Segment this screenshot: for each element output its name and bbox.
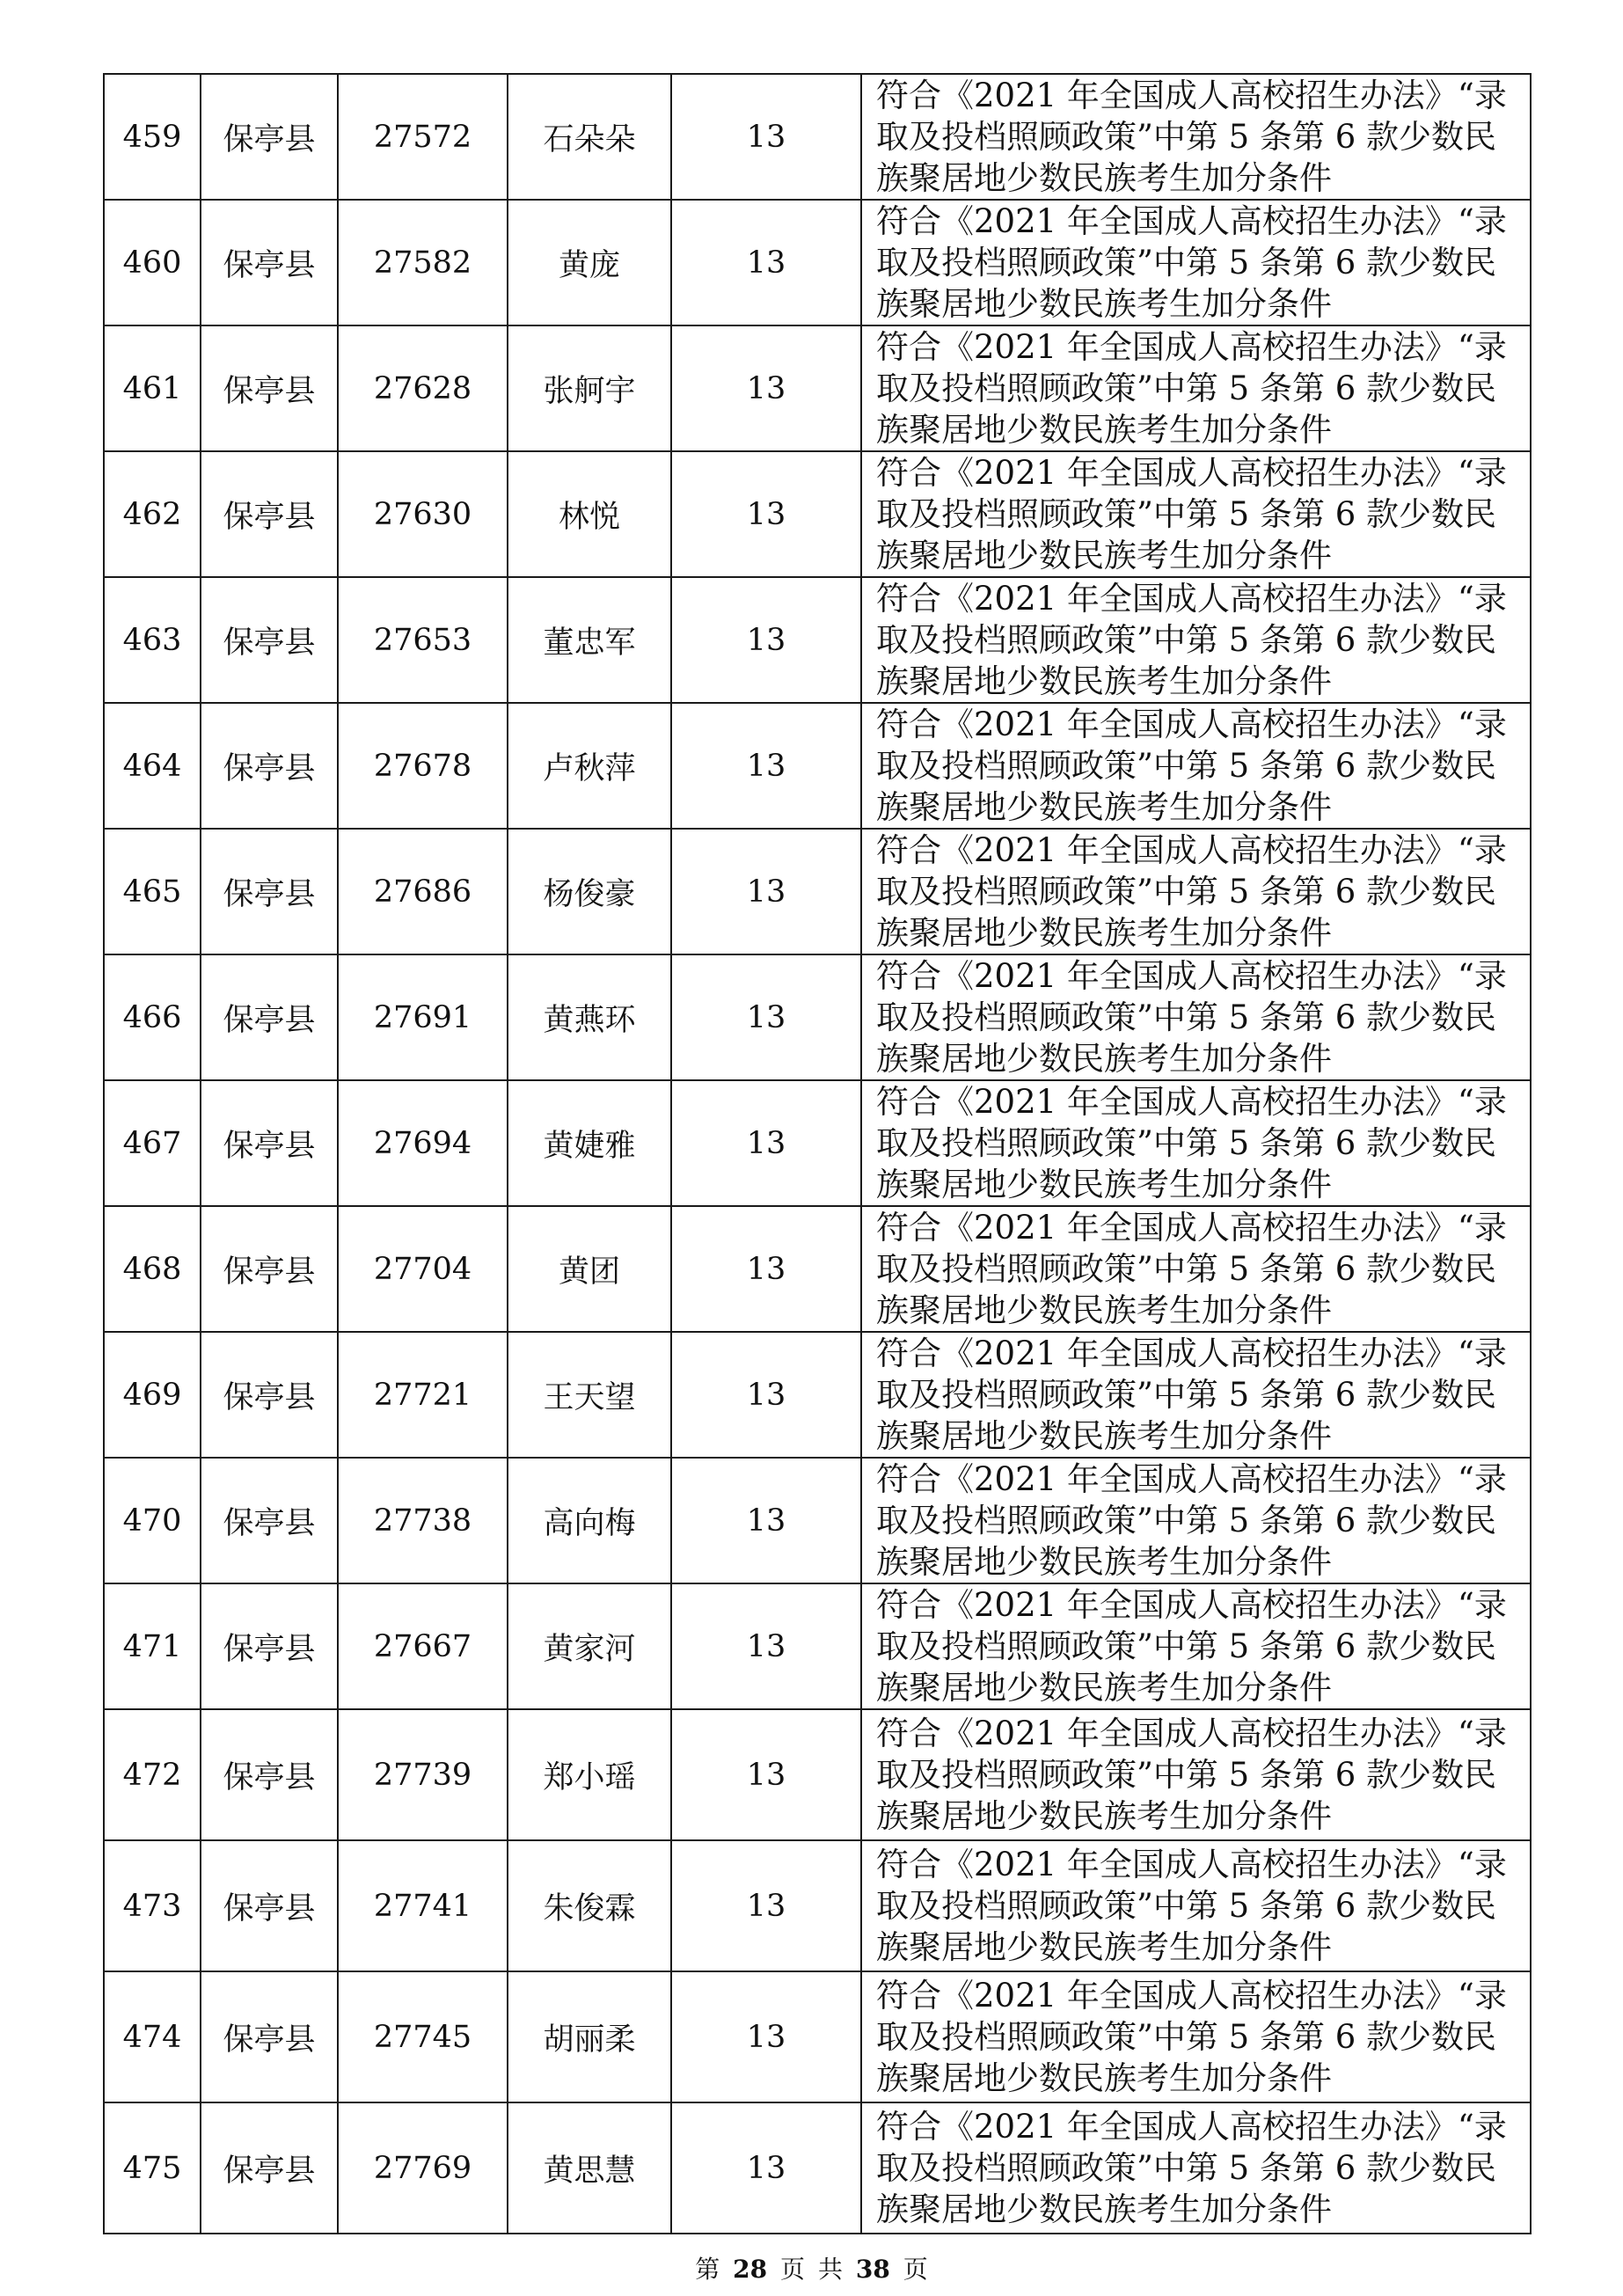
cell-county: 保亭县 xyxy=(201,1709,338,1840)
cell-name: 杨俊豪 xyxy=(508,829,671,954)
table-row xyxy=(104,200,1531,325)
cell-county: 保亭县 xyxy=(201,1458,338,1583)
table-row xyxy=(104,1080,1531,1206)
table-row xyxy=(104,325,1531,451)
cell-score: 13 xyxy=(671,200,861,325)
cell-score: 13 xyxy=(671,1583,861,1709)
cell-score: 13 xyxy=(671,1971,861,2102)
cell-reason: 符合《2021 年全国成人高校招生办法》“录取及投档照顾政策”中第 5 条第 6 款少数民族聚居地少数民族考生加分条件 xyxy=(861,577,1531,703)
cell-score: 13 xyxy=(671,451,861,577)
footer-total-pages: 38 xyxy=(855,2255,890,2284)
cell-score: 13 xyxy=(671,1206,861,1332)
footer-suffix: 页 xyxy=(903,2255,928,2284)
cell-code: 27653 xyxy=(338,577,508,703)
footer-prefix: 第 xyxy=(695,2255,720,2284)
cell-index: 472 xyxy=(104,1709,201,1840)
table-row xyxy=(104,2102,1531,2234)
cell-score: 13 xyxy=(671,74,861,200)
cell-score: 13 xyxy=(671,1840,861,1971)
cell-code: 27582 xyxy=(338,200,508,325)
cell-index: 464 xyxy=(104,703,201,829)
cell-score: 13 xyxy=(671,829,861,954)
cell-code: 27704 xyxy=(338,1206,508,1332)
cell-reason: 符合《2021 年全国成人高校招生办法》“录取及投档照顾政策”中第 5 条第 6 款少数民族聚居地少数民族考生加分条件 xyxy=(861,1206,1531,1332)
cell-code: 27741 xyxy=(338,1840,508,1971)
table-row xyxy=(104,1840,1531,1971)
cell-name: 胡丽柔 xyxy=(508,1971,671,2102)
table-row xyxy=(104,1458,1531,1583)
footer-middle: 页 共 xyxy=(780,2255,843,2284)
cell-score: 13 xyxy=(671,577,861,703)
table-row xyxy=(104,1332,1531,1458)
cell-index: 468 xyxy=(104,1206,201,1332)
table-row xyxy=(104,451,1531,577)
cell-county: 保亭县 xyxy=(201,1332,338,1458)
cell-reason: 符合《2021 年全国成人高校招生办法》“录取及投档照顾政策”中第 5 条第 6 款少数民族聚居地少数民族考生加分条件 xyxy=(861,1080,1531,1206)
cell-index: 460 xyxy=(104,200,201,325)
cell-score: 13 xyxy=(671,1709,861,1840)
cell-name: 王天望 xyxy=(508,1332,671,1458)
cell-score: 13 xyxy=(671,1332,861,1458)
cell-county: 保亭县 xyxy=(201,2102,338,2234)
cell-index: 461 xyxy=(104,325,201,451)
cell-score: 13 xyxy=(671,1458,861,1583)
table-row xyxy=(104,1206,1531,1332)
cell-index: 470 xyxy=(104,1458,201,1583)
cell-reason: 符合《2021 年全国成人高校招生办法》“录取及投档照顾政策”中第 5 条第 6 款少数民族聚居地少数民族考生加分条件 xyxy=(861,74,1531,200)
cell-name: 黄团 xyxy=(508,1206,671,1332)
cell-index: 466 xyxy=(104,954,201,1080)
cell-reason: 符合《2021 年全国成人高校招生办法》“录取及投档照顾政策”中第 5 条第 6 款少数民族聚居地少数民族考生加分条件 xyxy=(861,2102,1531,2234)
cell-index: 465 xyxy=(104,829,201,954)
cell-county: 保亭县 xyxy=(201,1583,338,1709)
table-row xyxy=(104,703,1531,829)
cell-index: 459 xyxy=(104,74,201,200)
cell-index: 474 xyxy=(104,1971,201,2102)
cell-score: 13 xyxy=(671,1080,861,1206)
cell-code: 27739 xyxy=(338,1709,508,1840)
cell-county: 保亭县 xyxy=(201,703,338,829)
table-row xyxy=(104,577,1531,703)
cell-county: 保亭县 xyxy=(201,74,338,200)
cell-code: 27721 xyxy=(338,1332,508,1458)
cell-county: 保亭县 xyxy=(201,1206,338,1332)
cell-name: 石朵朵 xyxy=(508,74,671,200)
table-row xyxy=(104,954,1531,1080)
table-row xyxy=(104,74,1531,200)
table-row xyxy=(104,829,1531,954)
cell-reason: 符合《2021 年全国成人高校招生办法》“录取及投档照顾政策”中第 5 条第 6 款少数民族聚居地少数民族考生加分条件 xyxy=(861,1458,1531,1583)
cell-index: 471 xyxy=(104,1583,201,1709)
cell-reason: 符合《2021 年全国成人高校招生办法》“录取及投档照顾政策”中第 5 条第 6 款少数民族聚居地少数民族考生加分条件 xyxy=(861,1840,1531,1971)
cell-name: 黄婕雅 xyxy=(508,1080,671,1206)
cell-name: 黄庞 xyxy=(508,200,671,325)
cell-code: 27630 xyxy=(338,451,508,577)
cell-code: 27738 xyxy=(338,1458,508,1583)
cell-county: 保亭县 xyxy=(201,577,338,703)
cell-name: 卢秋萍 xyxy=(508,703,671,829)
cell-code: 27769 xyxy=(338,2102,508,2234)
cell-code: 27694 xyxy=(338,1080,508,1206)
cell-county: 保亭县 xyxy=(201,200,338,325)
table-row xyxy=(104,1583,1531,1709)
cell-county: 保亭县 xyxy=(201,1840,338,1971)
cell-score: 13 xyxy=(671,954,861,1080)
cell-reason: 符合《2021 年全国成人高校招生办法》“录取及投档照顾政策”中第 5 条第 6 款少数民族聚居地少数民族考生加分条件 xyxy=(861,1332,1531,1458)
cell-score: 13 xyxy=(671,325,861,451)
cell-county: 保亭县 xyxy=(201,451,338,577)
cell-name: 黄家河 xyxy=(508,1583,671,1709)
cell-name: 高向梅 xyxy=(508,1458,671,1583)
cell-name: 黄燕环 xyxy=(508,954,671,1080)
cell-county: 保亭县 xyxy=(201,1971,338,2102)
cell-name: 黄思慧 xyxy=(508,2102,671,2234)
cell-score: 13 xyxy=(671,703,861,829)
cell-county: 保亭县 xyxy=(201,954,338,1080)
footer-current-page: 28 xyxy=(733,2255,768,2284)
cell-name: 郑小瑶 xyxy=(508,1709,671,1840)
cell-reason: 符合《2021 年全国成人高校招生办法》“录取及投档照顾政策”中第 5 条第 6 款少数民族聚居地少数民族考生加分条件 xyxy=(861,325,1531,451)
score-bonus-table xyxy=(103,73,1532,2234)
cell-county: 保亭县 xyxy=(201,829,338,954)
cell-reason: 符合《2021 年全国成人高校招生办法》“录取及投档照顾政策”中第 5 条第 6 款少数民族聚居地少数民族考生加分条件 xyxy=(861,954,1531,1080)
cell-code: 27628 xyxy=(338,325,508,451)
cell-index: 475 xyxy=(104,2102,201,2234)
cell-reason: 符合《2021 年全国成人高校招生办法》“录取及投档照顾政策”中第 5 条第 6 款少数民族聚居地少数民族考生加分条件 xyxy=(861,200,1531,325)
cell-county: 保亭县 xyxy=(201,325,338,451)
cell-index: 462 xyxy=(104,451,201,577)
cell-reason: 符合《2021 年全国成人高校招生办法》“录取及投档照顾政策”中第 5 条第 6 款少数民族聚居地少数民族考生加分条件 xyxy=(861,829,1531,954)
cell-name: 朱俊霖 xyxy=(508,1840,671,1971)
cell-code: 27572 xyxy=(338,74,508,200)
cell-index: 463 xyxy=(104,577,201,703)
cell-name: 张舸宇 xyxy=(508,325,671,451)
cell-name: 董忠军 xyxy=(508,577,671,703)
table-row xyxy=(104,1971,1531,2102)
cell-reason: 符合《2021 年全国成人高校招生办法》“录取及投档照顾政策”中第 5 条第 6 款少数民族聚居地少数民族考生加分条件 xyxy=(861,703,1531,829)
cell-code: 27745 xyxy=(338,1971,508,2102)
cell-index: 473 xyxy=(104,1840,201,1971)
cell-code: 27686 xyxy=(338,829,508,954)
cell-reason: 符合《2021 年全国成人高校招生办法》“录取及投档照顾政策”中第 5 条第 6 款少数民族聚居地少数民族考生加分条件 xyxy=(861,1583,1531,1709)
cell-name: 林悦 xyxy=(508,451,671,577)
cell-reason: 符合《2021 年全国成人高校招生办法》“录取及投档照顾政策”中第 5 条第 6 款少数民族聚居地少数民族考生加分条件 xyxy=(861,1971,1531,2102)
cell-score: 13 xyxy=(671,2102,861,2234)
cell-index: 469 xyxy=(104,1332,201,1458)
cell-reason: 符合《2021 年全国成人高校招生办法》“录取及投档照顾政策”中第 5 条第 6 款少数民族聚居地少数民族考生加分条件 xyxy=(861,1709,1531,1840)
cell-code: 27691 xyxy=(338,954,508,1080)
table-row xyxy=(104,1709,1531,1840)
table-body xyxy=(104,74,1531,2234)
cell-index: 467 xyxy=(104,1080,201,1206)
cell-reason: 符合《2021 年全国成人高校招生办法》“录取及投档照顾政策”中第 5 条第 6 款少数民族聚居地少数民族考生加分条件 xyxy=(861,451,1531,577)
cell-code: 27678 xyxy=(338,703,508,829)
page-footer xyxy=(0,2250,1623,2285)
cell-county: 保亭县 xyxy=(201,1080,338,1206)
cell-code: 27667 xyxy=(338,1583,508,1709)
